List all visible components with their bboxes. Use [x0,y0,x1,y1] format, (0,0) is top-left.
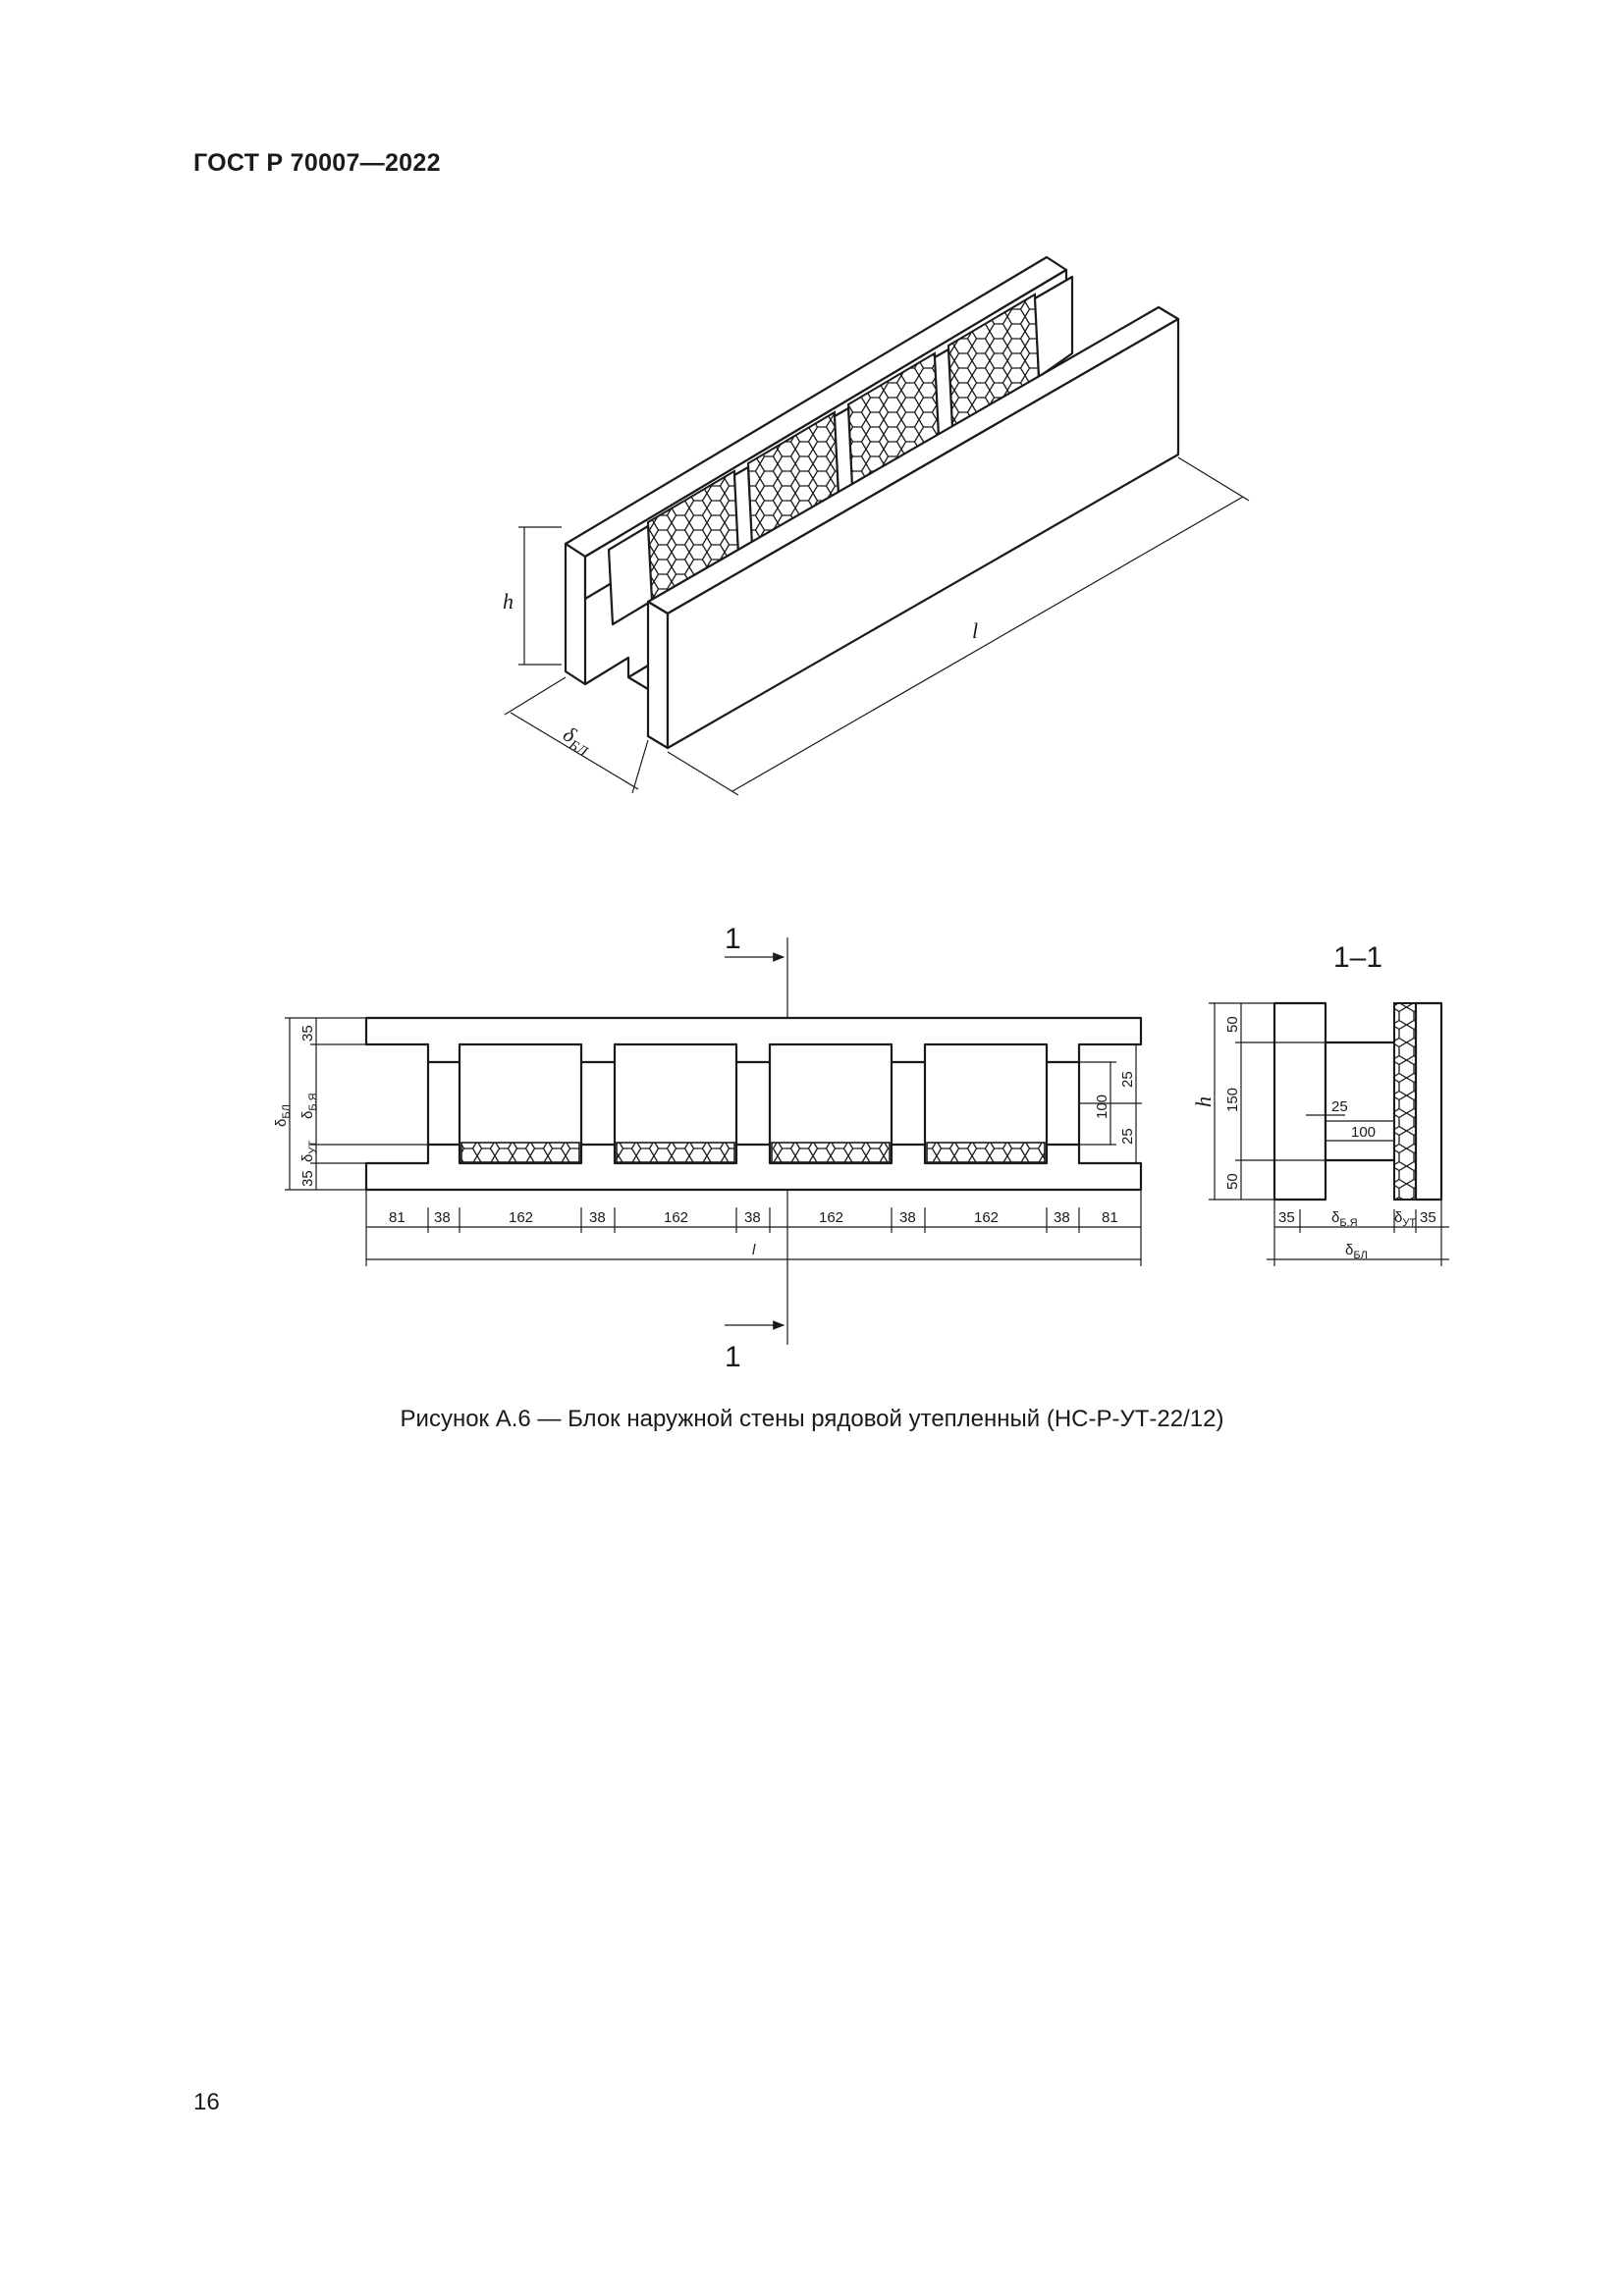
svg-text:δБЛ [558,721,598,761]
plan-total-dim: δ [273,1118,290,1127]
plan-total-dim-sub: БЛ [281,1104,293,1119]
plan-dim-2: 162 [509,1209,534,1226]
section-vdim-1: 150 [1224,1087,1241,1112]
figure-caption: Рисунок А.6 — Блок наружной стены рядовой утепленный (НС-Р-УТ-22/12) [400,1406,1224,1432]
plan-upper-dim: 25 [1119,1071,1136,1088]
section-core-dim: δ [1331,1209,1340,1226]
section-total-dim-sub: БЛ [1353,1250,1368,1261]
iso-length-label: l [972,618,979,643]
plan-dim-7: 38 [899,1209,916,1226]
plan-left-top-dim: 35 [299,1025,316,1041]
svg-text:δБ.Я [1331,1209,1358,1229]
plan-dim-8: 162 [974,1209,1000,1226]
plan-dim-9: 38 [1054,1209,1070,1226]
plan-dim-0: 81 [389,1209,406,1226]
section-title: 1–1 [1333,941,1383,974]
section-slot-dim: 100 [1351,1124,1377,1141]
plan-dim-6: 162 [819,1209,844,1226]
section-height-label: h [1191,1096,1216,1107]
plan-dim-4: 162 [664,1209,689,1226]
plan-core-dim-sub: Б.Я [307,1093,319,1111]
section-insulation-dim-sub: УТ [1402,1217,1417,1229]
section-mark-top: 1 [725,923,741,955]
isometric-view [503,257,1249,795]
section-insulation-dim: δ [1394,1209,1403,1226]
section-view [1191,941,1449,1266]
section-offset-dim: 25 [1331,1098,1348,1115]
section-vdim-2: 50 [1224,1173,1241,1190]
section-total-dim: δ [1345,1242,1354,1258]
plan-dim-10: 81 [1102,1209,1118,1226]
section-core-dim-sub: Б.Я [1339,1217,1358,1229]
plan-slot-dim: 100 [1094,1094,1110,1119]
plan-lower-dim: 25 [1119,1128,1136,1145]
section-vdim-0: 50 [1224,1016,1241,1033]
plan-length-label: l [752,1242,756,1258]
section-mark-bottom: 1 [725,1341,741,1373]
plan-left-bottom-dim: 35 [299,1170,316,1187]
plan-dim-1: 38 [434,1209,451,1226]
section-left-dim: 35 [1278,1209,1295,1226]
plan-core-dim: δ [299,1110,316,1119]
svg-text:δБЛ [1345,1242,1368,1261]
svg-text:δУТ [1394,1209,1416,1229]
plan-dim-3: 38 [589,1209,606,1226]
document-header: ГОСТ Р 70007—2022 [193,149,441,177]
page-number: 16 [193,2089,220,2115]
plan-insulation-dim: δ [299,1153,316,1162]
plan-insulation-dim-sub: УТ [307,1140,319,1154]
plan-dim-5: 38 [744,1209,761,1226]
iso-thickness-label: δ [559,721,580,748]
iso-height-label: h [503,589,514,614]
section-right-dim: 35 [1420,1209,1436,1226]
plan-view [273,923,1142,1373]
iso-thickness-sub: БЛ [566,737,590,761]
